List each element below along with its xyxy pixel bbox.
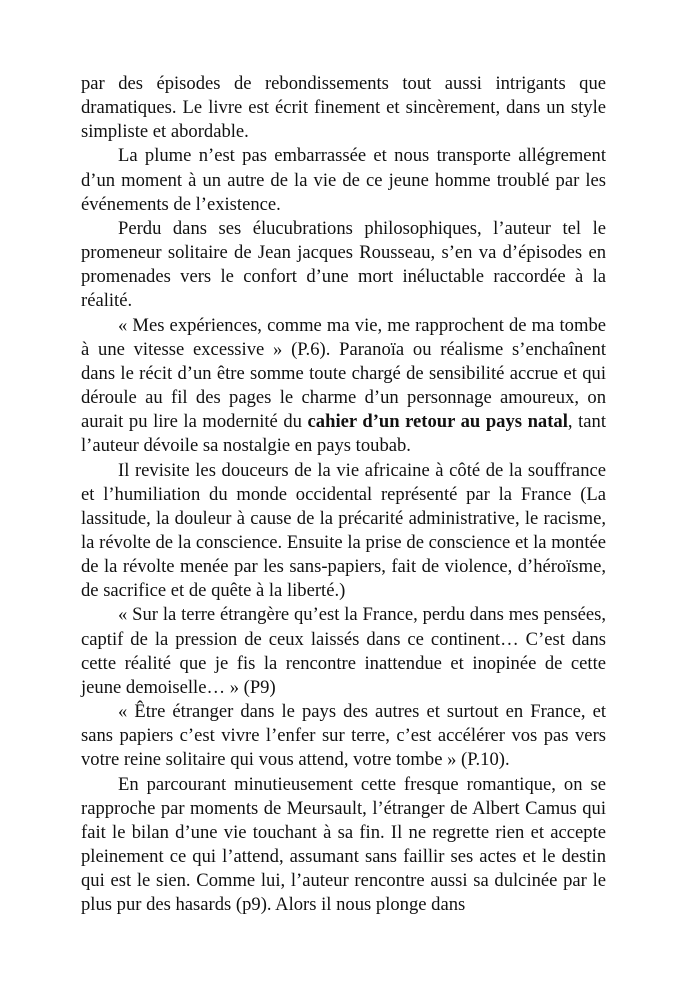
paragraph-4-text-before: « Mes expériences, comme ma vie, me rapprochent de ma tombe à une vitesse excessive » (P.6). Paranoïa ou réalisme s’enchaînent dans le récit d’un être somme toute chargé de sensibilité accrue et qui déroule au fil des pages le charme d’un personnage amoureux, on aurait pu lire la modernité du	[81, 314, 606, 433]
paragraph-5: Il revisite les douceurs de la vie africaine à côté de la souffrance et l’humiliation du monde occidental représenté par la France (La lassitude, la douleur à cause de la précarité administrative, le racisme, la révolte de la conscience. Ensuite la prise de conscience et la montée de la révolte menée par les sans-papiers, fait de violence, d’héroïsme, de sacrifice et de quête à la liberté.)	[81, 459, 606, 602]
paragraph-4	[81, 314, 606, 459]
paragraph-3: Perdu dans ses élucubrations philosophiques, l’auteur tel le promeneur solitaire de Jean jacques Rousseau, s’en va d’épisodes en promenades vers le confort d’une mort inéluctable raccordée à la réalité.	[81, 217, 606, 312]
paragraph-7-quote: « Être étranger dans le pays des autres et surtout en France, et sans papiers c’est vivre l’enfer sur terre, c’est accélérer vos pas vers votre reine solitaire qui vous attend, votre tombe » (P.10).	[81, 701, 606, 771]
book-title-bold: cahier d’un retour au pays natal	[307, 411, 568, 433]
paragraph-2: La plume n’est pas embarrassée et nous transporte allégrement d’un moment à un autre de la vie de ce jeune homme troublé par les événements de l’existence.	[81, 145, 606, 215]
paragraph-4-text-after: , tant l’auteur dévoile sa nostalgie en pays toubab.	[81, 411, 606, 457]
document-page	[81, 72, 606, 917]
paragraph-8: En parcourant minutieusement cette fresque romantique, on se rapproche par moments de Meursault, l’étranger de Albert Camus qui fait le bilan d’une vie touchant à sa fin. Il ne regrette rien et accepte pleinement ce qui l’attend, assumant sans faillir ses actes et le destin qui est le sien. Comme lui, l’auteur rencontre aussi sa dulcinée par le plus pur des hasards (p9). Alors il nous plonge dans	[81, 773, 606, 916]
paragraph-6-quote: « Sur la terre étrangère qu’est la France, perdu dans mes pensées, captif de la pression de ceux laissés dans ce continent… C’est dans cette réalité que je fis la rencontre inattendue et inopinée de cette jeune demoiselle… » (P9)	[81, 604, 606, 698]
paragraph-1: par des épisodes de rebondissements tout aussi intrigants que dramatiques. Le livre est écrit finement et sincèrement, dans un style simpliste et abordable.	[81, 73, 606, 143]
